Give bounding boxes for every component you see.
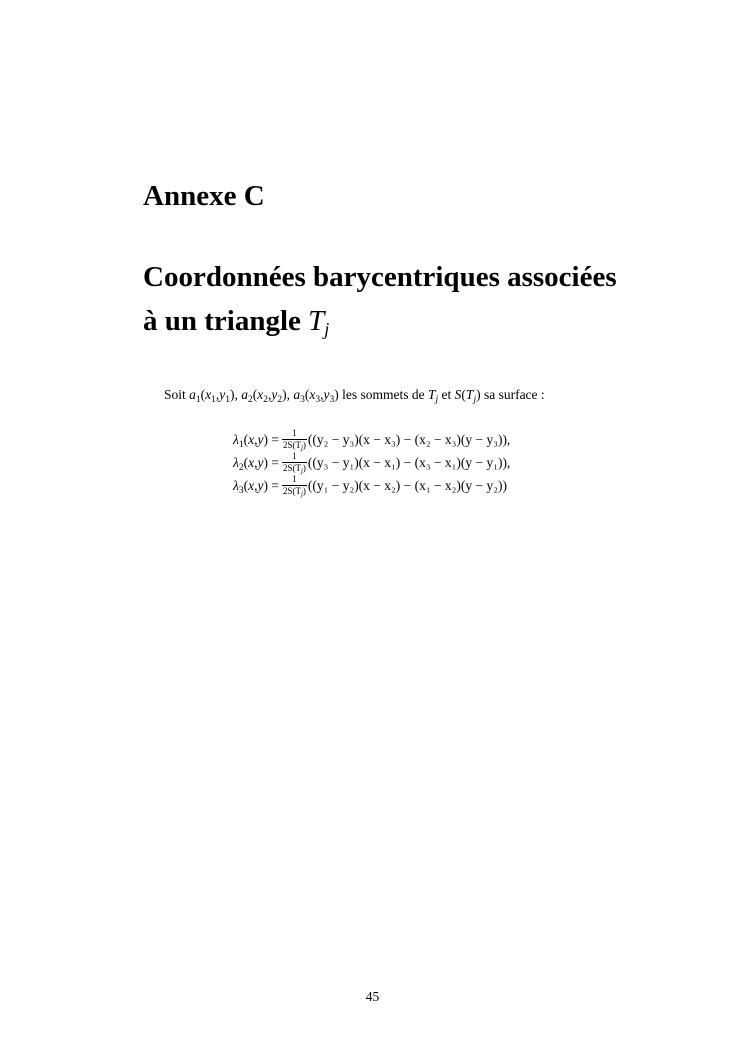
- equation-lambda-2: $\lambda_2(x,y)$ = $\frac{1}{2S(T_j)}$ ((y₃ − y₁)(x − x₁) − (x₃ − x₁)(y − y₁)),: [233, 451, 511, 475]
- chapter-title-variable: $T_j$: [308, 305, 330, 339]
- chapter-title-line2-text: à un triangle: [143, 305, 309, 337]
- fraction: $\frac{1}{2S(T_j)}$: [282, 451, 306, 475]
- barycentric-equations: [233, 428, 510, 497]
- equation-rhs: ((y₂ − y₃)(x − x₃) − (x₂ − x₃)(y − y₃)),: [307, 431, 511, 447]
- equation-lambda-3: $\lambda_3(x,y)$ = $\frac{1}{2S(T_j)}$ ((y₁ − y₂)(x − x₂) − (x₁ − x₂)(y − y₂)): [233, 474, 507, 498]
- page-number: 45: [365, 989, 380, 1004]
- equation-rhs: ((y₃ − y₁)(x − x₁) − (x₃ − x₁)(y − y₁)),: [307, 454, 511, 470]
- chapter-title: [143, 255, 617, 343]
- equation-rhs: ((y₁ − y₂)(x − x₂) − (x₁ − x₂)(y − y₂)): [307, 477, 507, 493]
- intro-sentence: Soit $a_1(x_1,y_1)$, $a_2(x_2,y_2)$, $a_3(x_3,y_3)$ les sommets de $T_j$ et $S(T_j)$ sa surface :: [164, 387, 545, 405]
- chapter-title-line1: Coordonnées barycentriques associées: [143, 261, 617, 293]
- equation-lambda-1: $\lambda_1(x,y)$ = $\frac{1}{2S(T_j)}$ ((y₂ − y₃)(x − x₃) − (x₂ − x₃)(y − y₃)),: [233, 428, 511, 452]
- chapter-label: Annexe C: [143, 180, 265, 212]
- fraction: $\frac{1}{2S(T_j)}$: [282, 428, 306, 452]
- chapter-title-line2: [143, 299, 617, 343]
- fraction: $\frac{1}{2S(T_j)}$: [282, 474, 306, 498]
